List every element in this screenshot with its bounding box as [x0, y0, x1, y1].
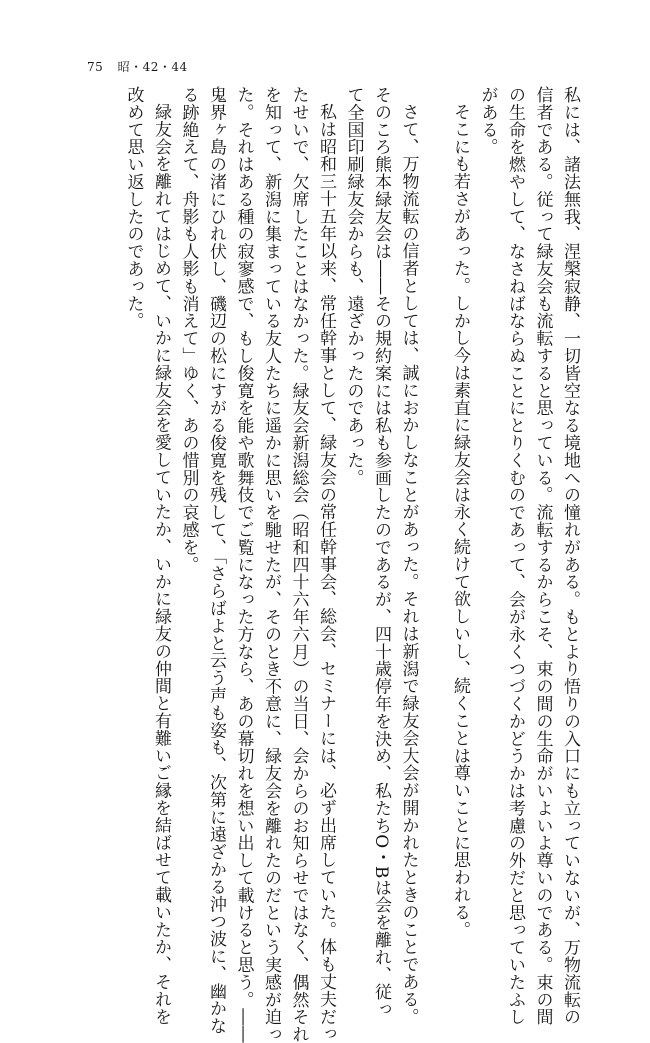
page-number: 75 [87, 60, 104, 74]
text-line: 私は昭和三十五年以来、常任幹事として、緑友会の常任幹事会、総会、セミナーには、必ず出席していた。体も丈夫だっ [316, 103, 336, 1043]
text-line: がある。 [477, 86, 498, 156]
text-line: 私には、諸法無我、涅槃寂静、一切皆空なる境地への憧れがある。もとより悟りの入口にも立っていないが、万物流転の [560, 86, 580, 1026]
text-line: を知って、新潟に集まっている友人たちに遥かに思いを馳せたが、そのとき不意に、緑友会を離れたのだという実感が迫っ [261, 86, 281, 1043]
text-line: そのころ熊本緑友会は――その規約案には私も参画したのであるが、四十歳停年を決め、私たちO・Bは会を離れ、従っ [371, 86, 391, 1019]
text-line: る跡絶えて、舟影も人影も消えて」ゆく、あの惜別の哀感を。 [178, 86, 199, 574]
text-line: 改めて思い返したのであった。 [123, 86, 144, 330]
text-line: 緑友会を離れてはじめて、いかに緑友会を愛していたか、いかに緑友の仲間と有難いご縁を結ばせて載いたか、それを [151, 103, 171, 1026]
running-header [87, 58, 188, 75]
chapter-mark: 昭・42・44 [117, 60, 188, 74]
text-line: そこにも若さがあった。しかし今は素直に緑友会は永く続けて欲しいし、続くことは尊いことに思われる。 [450, 103, 470, 939]
text-line: た。それはある種の寂寥感で、もし俊寛を能や歌舞伎でご覧になった方なら、あの幕切れを想い出して載けると思う。―― [233, 86, 254, 1043]
paragraph-gap [422, 86, 446, 856]
vertical-body-text [119, 86, 583, 1043]
text-line: て全国印刷緑友会からも、遠ざかったのであった。 [343, 86, 364, 487]
text-line: 信者である。従って緑友会も流転すると思っている。流転するからこそ、束の間の生命がいよいよ尊いのである。束の間 [532, 86, 553, 1026]
text-line: たせいで、欠席したことはなかった。緑友会新潟総会（昭和四十六年六月）の当日、会からのお知らせではなく、偶然それ [288, 86, 309, 1043]
text-line: 鬼界ヶ島の渚にひれ伏し、磯辺の松にすがる俊寛を残して、「さらばよと云う声も姿も、次第に遠ざかる沖つ波に、幽かな [206, 86, 226, 1035]
text-line: の生命を燃やして、なさねばならぬことにとりくむのであって、会が永くつづくかどうかは考慮の外だと思っていたふし [505, 86, 525, 1026]
text-line: さて、万物流転の信者としては、誠におかしなことがあった。それは新潟で緑友会大会が開かれたときのことである。 [398, 103, 419, 1026]
